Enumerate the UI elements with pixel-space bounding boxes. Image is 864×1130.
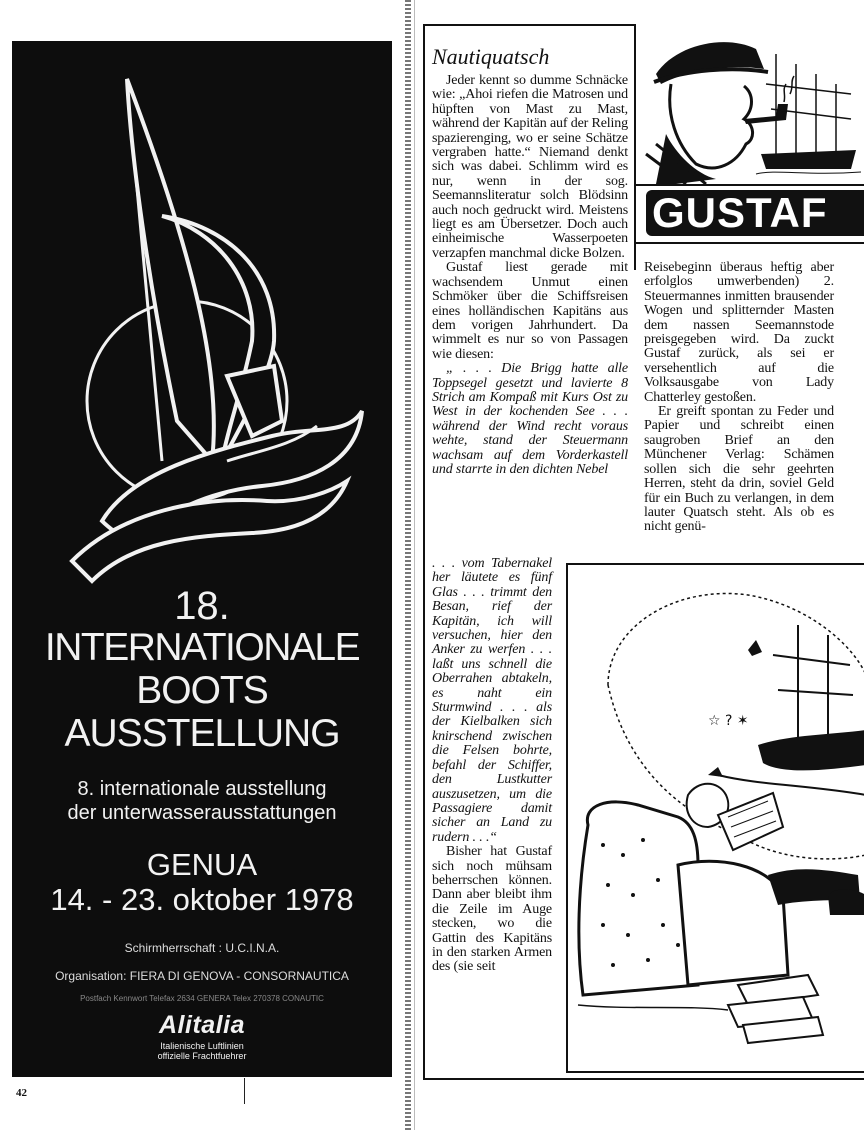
- article-column-2: [644, 261, 834, 535]
- show-title-line-3: AUSSTELLUNG: [64, 712, 340, 755]
- organisation-line: Organisation: FIERA DI GENOVA - CONSORNAUTICA: [55, 969, 349, 983]
- contact-small-print: Postfach Kennwort Telefax 2634 GENERA Telex 270378 CONAUTIC: [80, 994, 324, 1003]
- airline-caption-line-2: offizielle Frachtfuehrer: [157, 1051, 247, 1061]
- article-headline: Nautiquatsch: [432, 44, 550, 69]
- show-city: GENUA: [146, 847, 258, 882]
- quote-paragraph: „ . . . Die Brigg hatte alle Toppsegel gesetzt und lavierte 8 Strich am Kompaß mit Kurs Ost zu West in der kochenden See . . . während der Wind recht voraus wehte, stand der Steuermann wachsam auf dem Vorderkastell und starrte in den dichten Nebel: [432, 361, 628, 477]
- show-title-line-1: INTERNATIONALE: [44, 626, 360, 669]
- show-number: 18.: [174, 584, 230, 628]
- show-subtitle-line-1: 8. internationale ausstellung: [77, 778, 327, 800]
- reader-cartoon-illustration: [566, 563, 864, 1073]
- alitalia-logo: Alitalia: [159, 1011, 245, 1039]
- paragraph: Reisebeginn überaus heftig aber erfolglos umwerbenden) 2. Steuermannes inmitten brausender Wogen und splitternder Masten dem nassen Seemannstode preisgegeben wird. Da zuckt Gustaf zurück, als sei er versehentlich auf die Volksausgabe von Lady Chatterley gestoßen.: [644, 260, 834, 405]
- sailboat-logo-illustration: [12, 41, 392, 601]
- svg-text:☆ ? ✶: ☆ ? ✶: [708, 713, 749, 729]
- sailor-portrait-illustration: [636, 24, 864, 184]
- binding-gutter: [405, 0, 411, 1130]
- patronage-line: Schirmherrschaft : U.C.I.N.A.: [124, 941, 280, 955]
- paragraph: Jeder kennt so dumme Schnäcke wie: „Ahoi riefen die Matrosen und hüpften von Mast zu Mast, während der Kapitän auf der Reling spazierenging, wo er seine Schätze vergraben hatte.“ Niemand denkt sich was dabei. Schlimm wird es nur, wenn in der sog. Seemannsliteratur solch Blödsinn auch noch gedruckt wird. Meistens liegt es am Übersetzer. Doch auch einheimische Wasserpoeten verzapfen manchmal dicke Bolzen.: [432, 73, 628, 261]
- show-subtitle-line-2: der unterwasserausstattungen: [67, 802, 337, 824]
- paragraph: Bisher hat Gustaf sich noch mühsam beherrschen können. Dann aber bleibt ihm die Zeile im Auge stecken, wo die Gattin des Kapitäns in den starken Armen des (sie seit: [432, 844, 552, 975]
- gutter-divider: [414, 0, 415, 1130]
- show-title-line-2: BOOTS: [136, 669, 268, 712]
- airline-caption-line-1: Italienische Luftlinien: [160, 1041, 244, 1051]
- gustaf-logo: GUSTAF: [646, 190, 864, 236]
- show-dates: 14. - 23. oktober 1978: [50, 882, 354, 917]
- quote-paragraph: . . . vom Tabernakel her läutete es fünf Glas . . . trimmt den Besan, rief der Kapitän, ich will versuchen, hier den Anker zu werfen . . . laßt uns schnell die Oberrahen abtakeln, es naht ein Sturmwind . . . als der Kielbalken sich knirschend zwischen die Felsen bohrte, befahl der Schiffer, den Lustkutter auszusetzen, um die Passagiere damit sicher an Land zu rudern . . .“: [432, 556, 552, 845]
- paragraph: Er greift spontan zu Feder und Papier und schreibt einen saugroben Brief an den Münchener Verlag: Schämen sollen sich die sehr geehrten Herren, steht da drin, soviel Geld für ein Buch zu verlangen, in dem lauter Quatsch steht. Als ob es nicht genü-: [644, 404, 834, 535]
- page-number: 42: [16, 1087, 27, 1099]
- boat-show-advertisement: [12, 41, 392, 1077]
- article-column-1-narrow: [432, 557, 552, 975]
- crop-mark: [244, 1078, 245, 1104]
- paragraph: Gustaf liest gerade mit wachsendem Unmut einen Schmöker über die Schiffsreisen eines holländischen Kapitäns aus dem vorigen Jahrhundert. Da wimmelt es nur so von Passagen wie diesen:: [432, 260, 628, 362]
- article-column-1: [432, 74, 628, 477]
